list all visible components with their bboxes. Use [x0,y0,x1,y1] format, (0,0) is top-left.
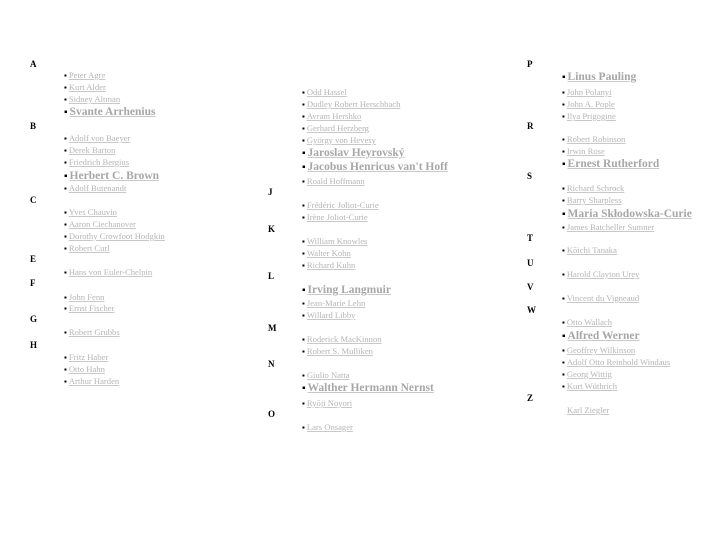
list-item [64,219,136,230]
list-item [64,231,165,242]
list-item [562,369,612,380]
laureate-link[interactable]: Friedrich Bergius [68,157,130,167]
laureate-link[interactable]: Gerhard Herzberg [306,123,369,133]
bullet-icon: ▪ [562,246,565,255]
list-item [302,422,353,433]
list-item [64,364,105,375]
bullet-icon: ▪ [562,270,565,279]
section-letter-j: J [268,187,273,197]
bullet-icon: ▪ [64,208,67,217]
list-item [562,195,622,206]
laureate-link[interactable]: Otto Hahn [68,364,105,374]
bullet-icon: ▪ [562,209,566,220]
laureate-link[interactable]: John A. Pople [566,99,615,109]
laureate-link[interactable]: Ryōji Noyori [306,398,353,408]
list-item [64,207,117,218]
list-item [64,157,129,168]
list-item [302,111,361,122]
laureate-link[interactable]: Dorothy Crowfoot Hodgkin [68,231,165,241]
list-item [64,243,110,254]
list-item [302,248,351,259]
list-item [562,207,692,222]
bullet-icon: ▪ [302,88,305,97]
list-item [302,200,379,211]
laureate-link[interactable]: Geoffrey Wilkinson [566,345,636,355]
list-item [64,133,130,144]
section-letter-e: E [30,254,37,264]
laureate-link[interactable]: Ilya Prigogine [566,111,616,121]
bullet-icon: ▪ [562,72,566,83]
list-item [302,99,400,110]
list-item [64,352,108,363]
section-letter-a: A [30,59,37,69]
laureate-link[interactable]: Herbert C. Brown [69,170,160,182]
section-letter-r: R [527,121,534,131]
laureate-link[interactable]: Richard Kuhn [306,260,356,270]
list-item [302,370,350,381]
bullet-icon: ▪ [64,365,67,374]
bullet-icon: ▪ [64,71,67,80]
section-letter-u: U [527,258,534,268]
list-item [302,176,365,187]
bullet-icon: ▪ [64,95,67,104]
bullet-icon: ▪ [562,196,565,205]
laureate-link[interactable]: Adolf von Baeyer [68,133,131,143]
bullet-icon: ▪ [302,299,305,308]
laureate-link[interactable]: Karl Ziegler [567,405,610,415]
list-item [64,267,152,278]
bullet-icon: ▪ [302,249,305,258]
laureate-link[interactable]: Dudley Robert Herschbach [306,99,401,109]
list-item [64,70,105,81]
bullet-icon: ▪ [302,383,306,394]
list-item [562,222,654,233]
bullet-icon: ▪ [562,382,565,391]
list-item [302,236,367,247]
bullet-icon: ▪ [562,184,565,193]
list-item [64,145,115,156]
bullet-icon: ▪ [562,318,565,327]
list-item [302,146,405,161]
section-letter-c: C [30,195,37,205]
laureate-link[interactable]: Maria Skłodowska-Curie [567,208,692,220]
laureate-link[interactable]: Willard Libby [306,310,356,320]
laureate-link[interactable]: György von Hevesy [306,135,376,145]
bullet-icon: ▪ [64,353,67,362]
laureate-link[interactable]: Frédéric Joliot-Curie [306,200,379,210]
list-item [562,317,612,328]
bullet-icon: ▪ [64,220,67,229]
bullet-icon: ▪ [302,100,305,109]
list-item [302,87,347,98]
list-item [64,327,120,338]
section-letter-w: W [527,305,536,315]
bullet-icon: ▪ [302,136,305,145]
section-letter-v: V [527,282,534,292]
list-item [562,269,639,280]
list-item [302,160,448,175]
bullet-icon: ▪ [302,285,306,296]
laureate-link[interactable]: Sidney Altman [68,94,121,104]
bullet-icon: ▪ [302,335,305,344]
laureate-link[interactable]: Roderick MacKinnon [306,334,382,344]
list-item [302,398,352,409]
laureate-link[interactable]: Roald Hoffmann [306,176,365,186]
list-item [64,105,156,120]
laureate-link[interactable]: Walter Kohn [306,248,351,258]
bullet-icon: ▪ [562,135,565,144]
list-item [302,283,391,298]
laureate-link[interactable]: William Knowles [306,236,368,246]
list-item [302,346,373,357]
list-item [64,292,104,303]
section-letter-p: P [527,59,533,69]
laureate-link[interactable]: Richard Schrock [566,183,625,193]
bullet-icon: ▪ [562,88,565,97]
laureate-link[interactable]: Irving Langmuir [307,284,391,296]
bullet-icon: ▪ [64,377,67,386]
list-item [302,334,382,345]
laureate-link[interactable]: Barry Sharpless [566,195,622,205]
list-item [562,146,605,157]
laureate-link[interactable]: Kōichi Tanaka [566,245,617,255]
bullet-icon: ▪ [562,159,566,170]
laureate-link[interactable]: Hans von Euler-Chelpin [68,267,153,277]
section-letter-b: B [30,121,37,131]
bullet-icon: ▪ [562,223,565,232]
bullet-icon: ▪ [562,346,565,355]
list-item [64,94,120,105]
section-letter-s: S [527,171,533,181]
list-item [562,111,616,122]
section-letter-o: O [268,409,276,419]
bullet-icon: ▪ [302,124,305,133]
laureate-link[interactable]: Walther Hermann Nernst [307,382,434,394]
bullet-icon: ▪ [562,331,566,342]
laureate-link[interactable]: Otto Wallach [566,317,613,327]
bullet-icon: ▪ [562,100,565,109]
section-letter-f: F [30,278,36,288]
bullet-icon: ▪ [64,304,67,313]
bullet-icon: ▪ [64,107,68,118]
list-item [302,212,368,223]
section-letter-h: H [30,340,38,350]
laureate-link[interactable]: Jaroslav Heyrovský [307,147,405,159]
list-item [302,260,355,271]
bullet-icon: ▪ [302,261,305,270]
bullet-icon: ▪ [64,83,67,92]
bullet-icon: ▪ [302,237,305,246]
list-item [64,169,159,184]
bullet-icon: ▪ [562,370,565,379]
section-letter-m: M [268,323,277,333]
bullet-icon: ▪ [64,244,67,253]
list-item [562,357,670,368]
bullet-icon: ▪ [302,347,305,356]
laureate-link[interactable]: Ernst Fischer [68,303,115,313]
laureate-link[interactable]: Avram Hershko [306,111,362,121]
section-letter-n: N [268,359,275,369]
section-letter-l: L [268,271,275,281]
bullet-icon: ▪ [64,293,67,302]
laureate-link[interactable]: Ernest Rutherford [567,158,660,170]
list-item [562,99,615,110]
bullet-icon: ▪ [64,232,67,241]
laureate-link[interactable]: Fritz Haber [68,352,109,362]
laureate-link[interactable]: Robert Robinson [566,134,626,144]
bullet-icon: ▪ [302,112,305,121]
laureate-link[interactable]: Lars Onsager [306,422,353,432]
bullet-icon: ▪ [562,112,565,121]
list-item [64,82,106,93]
laureate-link[interactable]: Svante Arrhenius [69,106,156,118]
bullet-icon: ▪ [64,146,67,155]
laureate-link[interactable]: James Batcheller Sumner [566,222,655,232]
laureate-link[interactable]: Harold Clayton Urey [566,269,640,279]
laureate-link[interactable]: Odd Hassel [306,87,347,97]
bullet-icon: ▪ [302,213,305,222]
laureate-link[interactable]: Adolf Otto Reinhold Windaus [566,357,671,367]
list-item [64,376,119,387]
bullet-icon: ▪ [302,177,305,186]
bullet-icon: ▪ [64,158,67,167]
bullet-icon: ▪ [562,358,565,367]
laureate-link[interactable]: Peter Agre [68,70,106,80]
list-item [302,135,376,146]
list-item [562,329,640,344]
list-item [302,298,365,309]
list-item [562,157,659,172]
list-item [567,405,609,416]
laureate-link[interactable]: Jean-Marie Lehn [306,298,366,308]
list-item [562,87,612,98]
laureate-link[interactable]: Robert S. Mulliken [306,346,373,356]
laureate-link[interactable]: Aaron Ciechanover [68,219,136,229]
section-letter-k: K [268,224,276,234]
bullet-icon: ▪ [64,134,67,143]
list-item [562,293,639,304]
bullet-icon: ▪ [302,148,306,159]
bullet-icon: ▪ [302,201,305,210]
laureate-link[interactable]: Adolf Butenandt [68,183,127,193]
bullet-icon: ▪ [302,162,306,173]
section-letter-g: G [30,314,38,324]
list-item [562,134,625,145]
laureate-link[interactable]: Derek Barton [68,145,116,155]
list-item [562,183,624,194]
list-item [302,310,355,321]
list-item [562,381,617,392]
bullet-icon: ▪ [64,184,67,193]
bullet-icon: ▪ [302,423,305,432]
bullet-icon: ▪ [302,311,305,320]
laureate-link[interactable]: Kurt Alder [68,82,106,92]
list-item [64,303,114,314]
laureate-link[interactable]: Irwin Rose [566,146,605,156]
laureate-link[interactable]: Georg Wittig [566,369,612,379]
laureate-link[interactable]: Arthur Harden [68,376,120,386]
bullet-icon: ▪ [562,294,565,303]
laureate-link[interactable]: Irène Joliot-Curie [306,212,368,222]
laureate-link[interactable]: Robert Curl [68,243,110,253]
laureate-link[interactable]: Kurt Wüthrich [566,381,618,391]
laureate-link[interactable]: Giulio Natta [306,370,350,380]
laureate-link[interactable]: Yves Chauvin [68,207,117,217]
laureate-link[interactable]: Alfred Werner [567,330,640,342]
list-item [562,70,636,85]
bullet-icon: ▪ [302,371,305,380]
laureate-link[interactable]: Robert Grubbs [68,327,120,337]
bullet-icon: ▪ [302,399,305,408]
section-letter-t: T [527,233,534,243]
list-item [64,183,126,194]
laureate-link[interactable]: Linus Pauling [567,71,637,83]
bullet-icon: ▪ [562,147,565,156]
list-item [562,245,617,256]
laureate-link[interactable]: John Polanyi [566,87,612,97]
laureate-link[interactable]: Vincent du Vigneaud [566,293,640,303]
bullet-icon: ▪ [64,328,67,337]
bullet-icon: ▪ [64,171,68,182]
laureate-link[interactable]: Jacobus Henricus van't Hoff [307,161,448,173]
list-item [562,345,635,356]
list-item [302,123,369,134]
list-item [302,381,434,396]
bullet-icon: ▪ [64,268,67,277]
laureate-link[interactable]: John Fenn [68,292,105,302]
section-letter-z: Z [527,393,534,403]
